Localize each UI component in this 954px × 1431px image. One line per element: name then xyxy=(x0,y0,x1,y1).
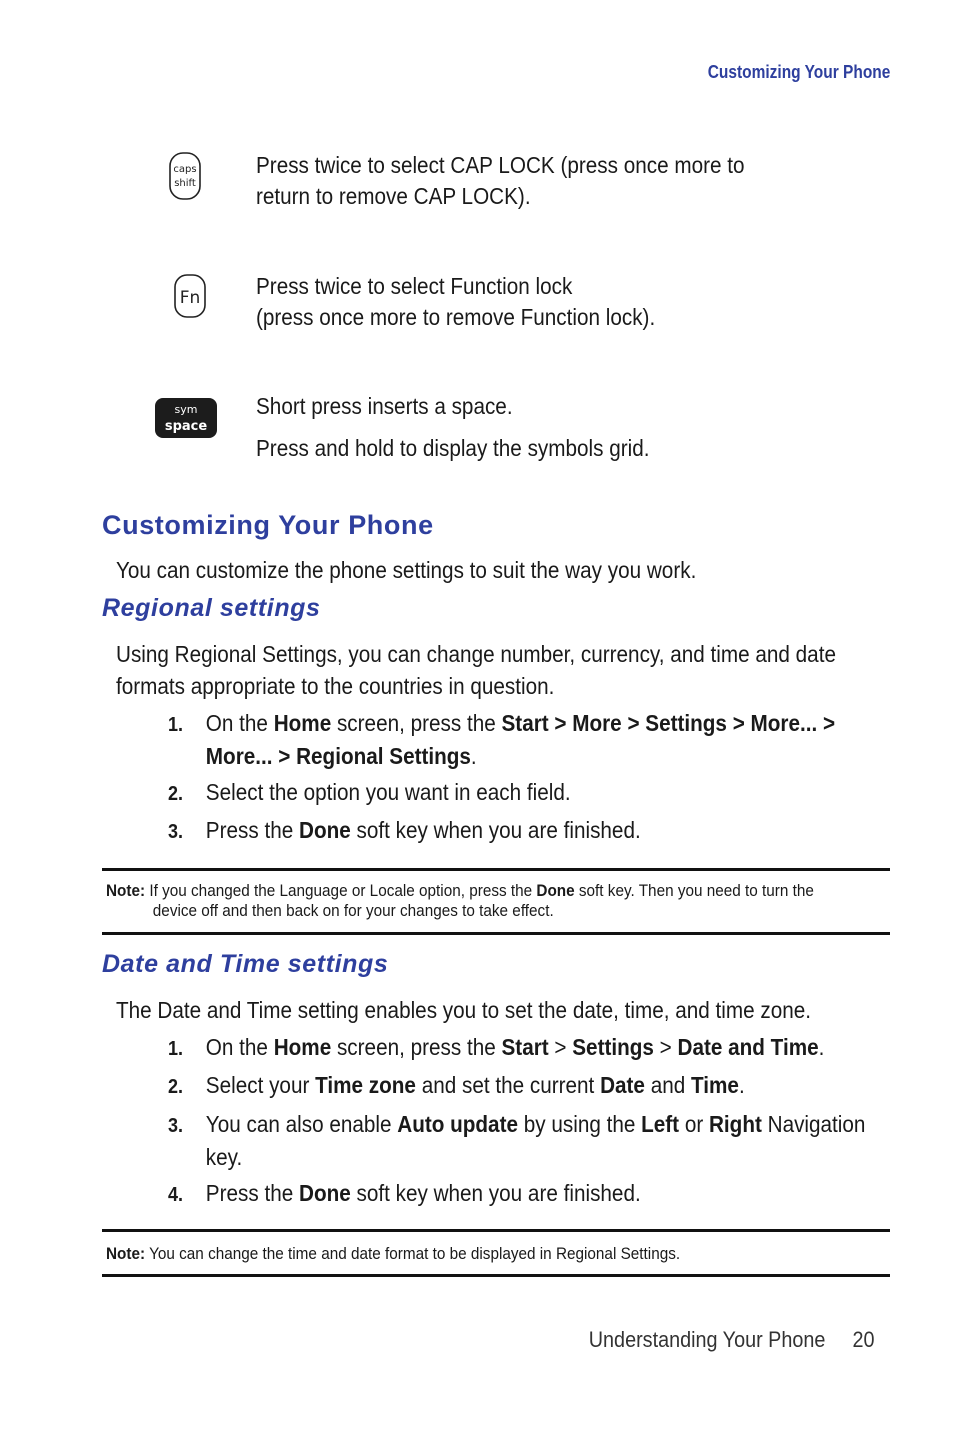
regional-intro: Using Regional Settings, you can change number, currency, and time and date formats appropriate to the countries in question. xyxy=(116,641,836,699)
note-rule-bottom xyxy=(102,932,890,935)
fn-key-icon xyxy=(150,273,230,323)
caps-shift-key-icon xyxy=(146,150,226,206)
note-rule-top xyxy=(102,1229,890,1232)
caps-shift-description: Press twice to select CAP LOCK (press once more to return to remove CAP LOCK). xyxy=(256,152,745,209)
section-title: Customizing Your Phone xyxy=(102,510,434,540)
date-time-step-1: 1. On the Home screen, press the Start > Settings > Date and Time. xyxy=(168,1034,825,1060)
regional-step-1: 1. On the Home screen, press the Start > More > Settings > More... > More... > Regional Settings. xyxy=(168,710,836,769)
svg-text:space: space xyxy=(164,419,208,434)
fn-description: Press twice to select Function lock (press once more to remove Function lock). xyxy=(256,273,656,330)
date-time-settings-title: Date and Time settings xyxy=(102,950,389,978)
date-time-note: Note: You can change the time and date format to be displayed in Regional Settings. xyxy=(106,1244,681,1263)
page-footer xyxy=(588,1327,874,1353)
page-number: 20 xyxy=(851,1327,874,1352)
date-time-intro: The Date and Time setting enables you to set the date, time, and time zone. xyxy=(116,997,812,1023)
section-intro: You can customize the phone settings to suit the way you work. xyxy=(116,557,697,583)
svg-text:shift: shift xyxy=(174,178,196,189)
regional-step-3: 3. Press the Done soft key when you are finished. xyxy=(168,817,641,843)
running-head: Customizing Your Phone xyxy=(707,62,890,82)
sym-space-key-icon xyxy=(150,396,230,442)
footer-chapter: Understanding Your Phone xyxy=(588,1327,825,1352)
regional-settings-title: Regional settings xyxy=(102,594,321,622)
svg-text:sym: sym xyxy=(174,403,198,416)
note-rule-bottom xyxy=(102,1274,890,1277)
svg-text:Fn: Fn xyxy=(179,288,201,308)
date-time-step-4: 4. Press the Done soft key when you are finished. xyxy=(168,1180,641,1206)
sym-space-description: Short press inserts a space. Press and hold to display the symbols grid. xyxy=(256,393,650,461)
regional-note: Note: If you changed the Language or Locale option, press the Done soft key. Then you need to turn the device off and then back on for your changes to take effect. xyxy=(106,881,814,920)
svg-text:caps: caps xyxy=(173,164,197,175)
date-time-step-2: 2. Select your Time zone and set the current Date and Time. xyxy=(168,1072,745,1098)
date-time-step-3: 3. You can also enable Auto update by using the Left or Right Navigation key. xyxy=(168,1111,866,1170)
note-rule-top xyxy=(102,868,890,871)
regional-step-2: 2. Select the option you want in each field. xyxy=(168,779,571,805)
